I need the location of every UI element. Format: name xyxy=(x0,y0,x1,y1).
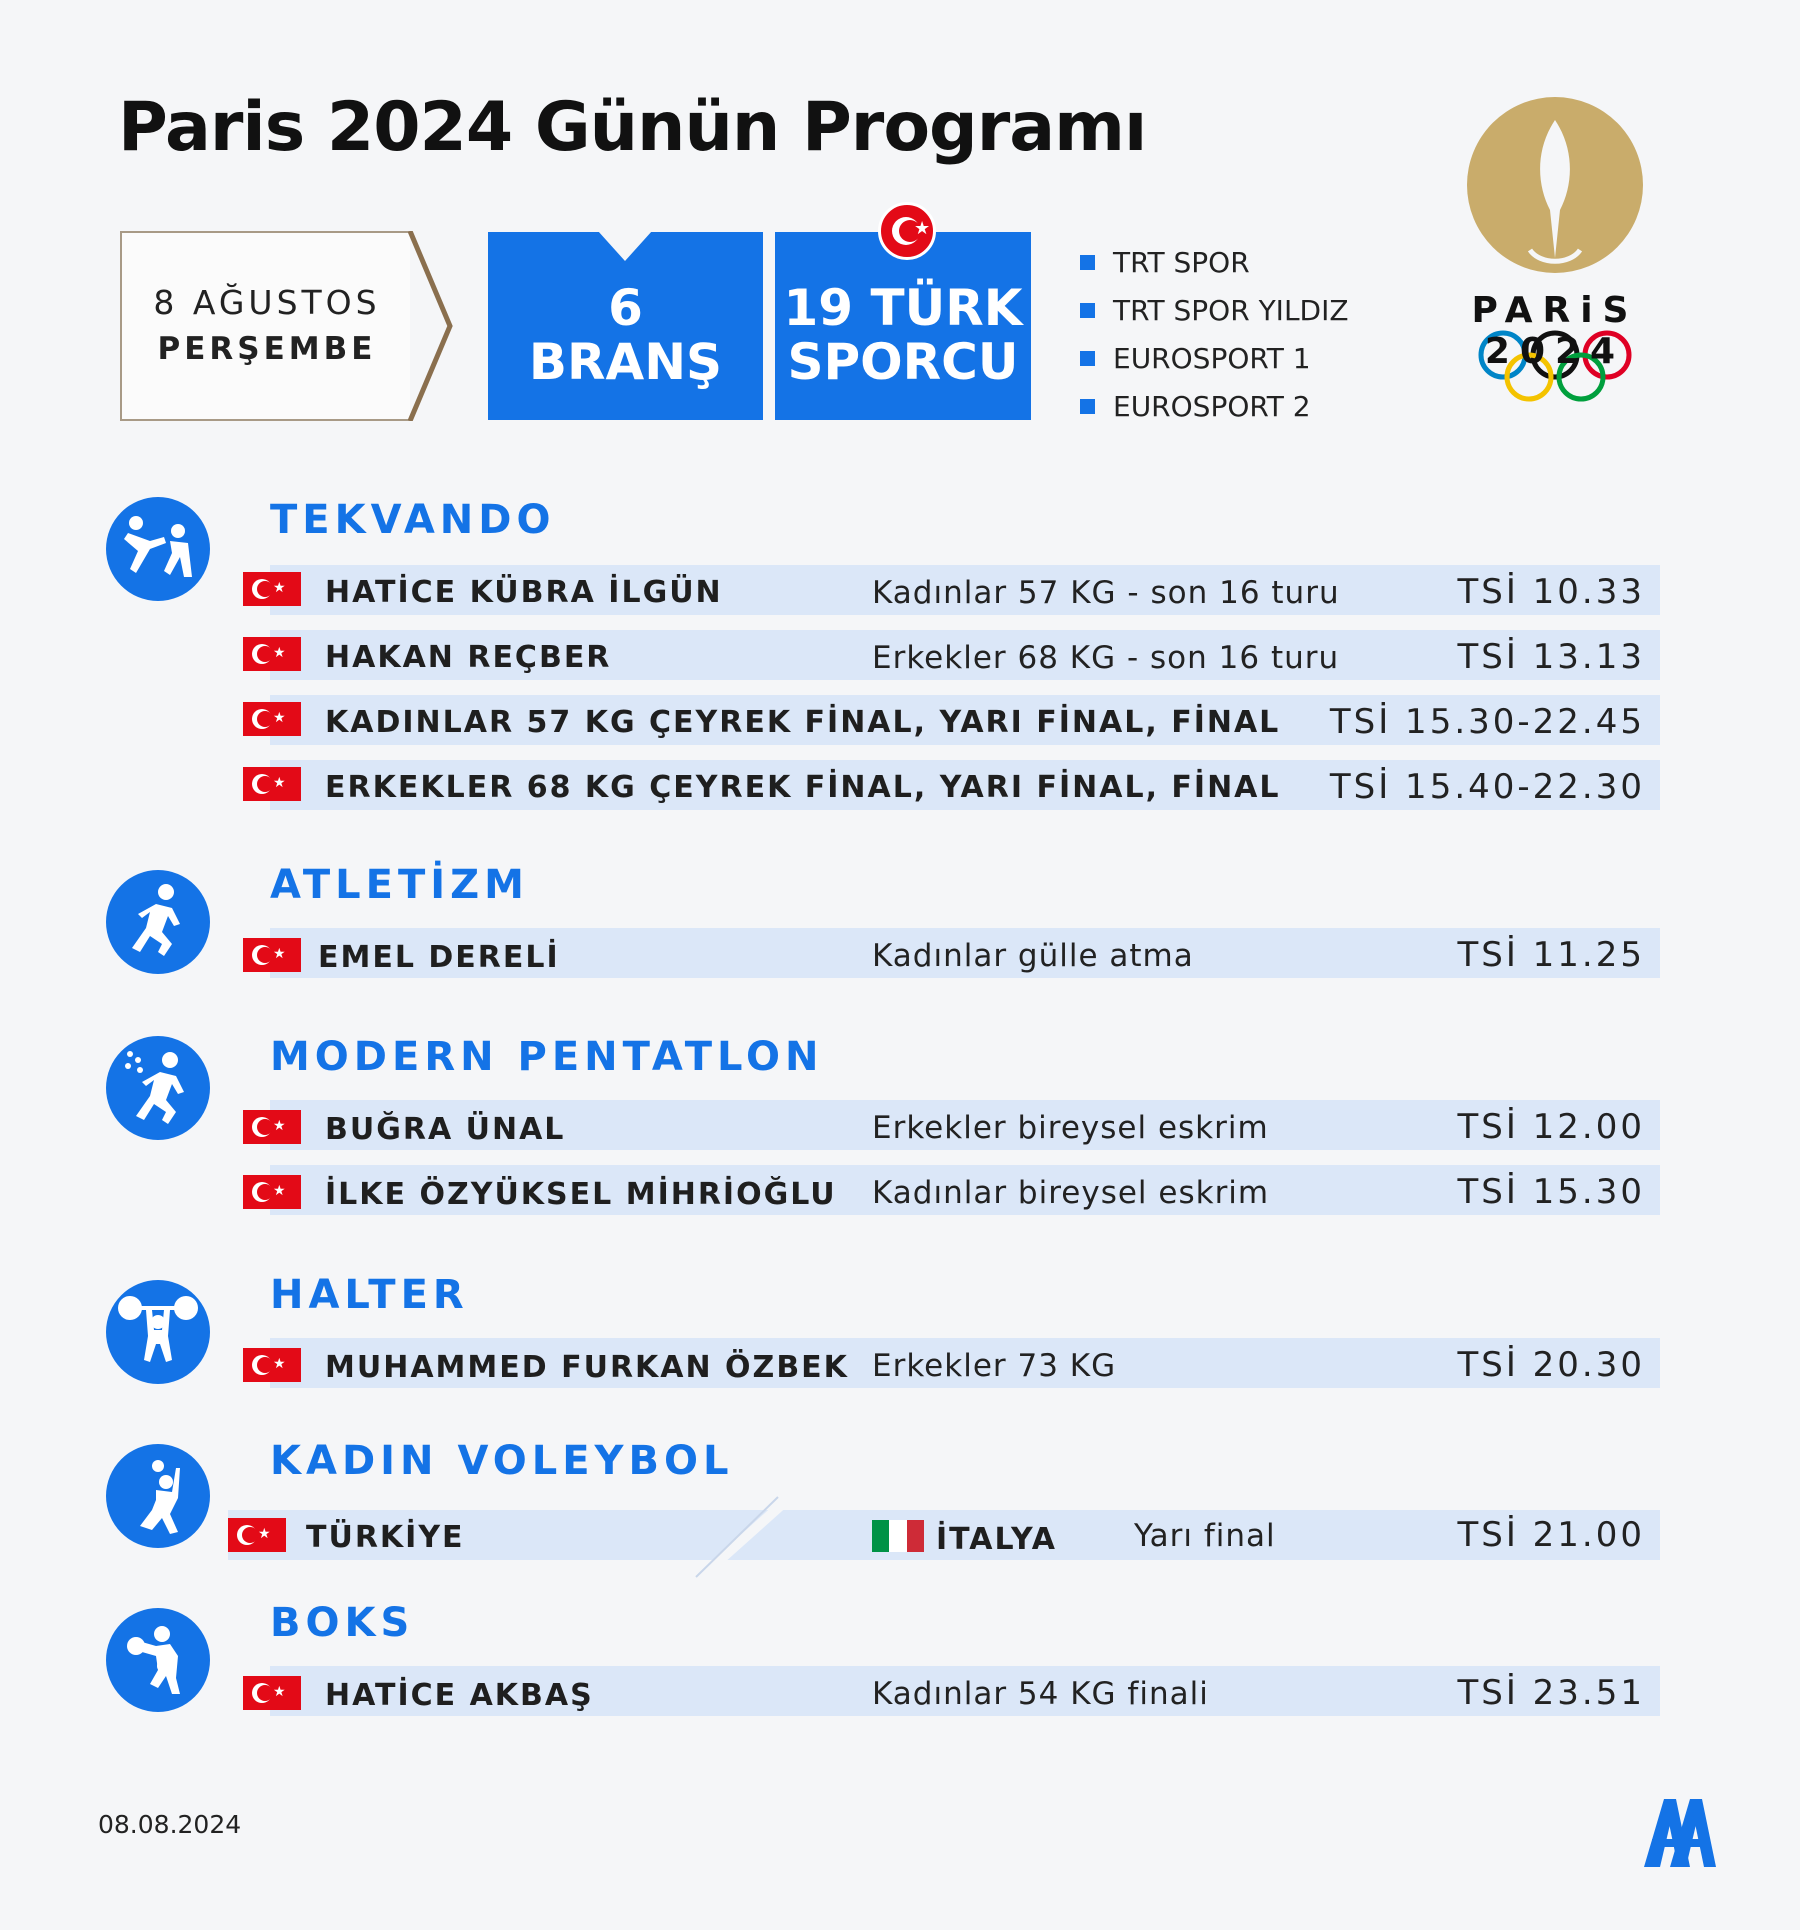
turkey-flag-icon: ★ xyxy=(228,1518,286,1552)
event-name: Yarı final xyxy=(1134,1518,1276,1554)
section-title-boxing: BOKS xyxy=(270,1600,415,1646)
team-name: İTALYA xyxy=(936,1522,1058,1557)
event-time: TSİ 13.13 xyxy=(1457,637,1645,677)
square-bullet-icon xyxy=(1080,399,1095,414)
versus-divider-icon xyxy=(690,1495,800,1580)
date-day: 8 AĞUSTOS xyxy=(153,283,381,322)
event-name: Kadınlar bireysel eskrim xyxy=(872,1175,1270,1211)
date-weekday: PERŞEMBE xyxy=(157,331,377,367)
taekwondo-icon xyxy=(106,497,210,601)
event-name: Erkekler bireysel eskrim xyxy=(872,1110,1269,1146)
turkey-flag-icon: ★ xyxy=(878,202,936,260)
event-name: Kadınlar 54 KG finali xyxy=(872,1676,1209,1712)
anadolu-agency-logo-icon xyxy=(1640,1795,1718,1870)
section-title-athletics: ATLETİZM xyxy=(270,862,529,908)
event-time: TSİ 20.30 xyxy=(1457,1345,1645,1385)
turkey-flag-icon: ★ xyxy=(243,1348,301,1382)
athlete-count: 19 TÜRK xyxy=(783,279,1023,337)
section-title-taekwondo: TEKVANDO xyxy=(270,497,556,543)
branch-label: BRANŞ xyxy=(528,333,723,391)
square-bullet-icon xyxy=(1080,303,1095,318)
branch-count: 6 xyxy=(608,279,643,337)
event-name: KADINLAR 57 KG ÇEYREK FİNAL, YARI FİNAL, FİNAL xyxy=(325,705,1281,740)
event-time: TSİ 12.00 xyxy=(1457,1107,1645,1147)
athlete-name: HATİCE AKBAŞ xyxy=(325,1678,594,1713)
section-title-modern-pentathlon: MODERN PENTATLON xyxy=(270,1034,824,1080)
athlete-label: SPORCU xyxy=(787,333,1019,391)
athlete-name: EMEL DERELİ xyxy=(318,940,560,975)
turkey-flag-icon: ★ xyxy=(243,572,301,606)
square-bullet-icon xyxy=(1080,351,1095,366)
section-title-volleyball: KADIN VOLEYBOL xyxy=(270,1438,734,1484)
athlete-name: BUĞRA ÜNAL xyxy=(325,1112,566,1147)
athlete-name: MUHAMMED FURKAN ÖZBEK xyxy=(325,1350,849,1385)
team-name: TÜRKİYE xyxy=(306,1520,465,1555)
chevron-right-icon xyxy=(408,231,458,421)
italy-flag-icon xyxy=(872,1520,924,1552)
event-time: TSİ 21.00 xyxy=(1457,1515,1645,1555)
event-name: ERKEKLER 68 KG ÇEYREK FİNAL, YARI FİNAL, FİNAL xyxy=(325,770,1281,805)
event-name: Kadınlar gülle atma xyxy=(872,938,1194,974)
athletics-icon xyxy=(106,870,210,974)
event-time: TSİ 15.30-22.45 xyxy=(1329,702,1645,742)
turkey-flag-icon: ★ xyxy=(243,1676,301,1710)
modern-pentathlon-icon xyxy=(106,1036,210,1140)
boxing-icon xyxy=(106,1608,210,1712)
event-name: Erkekler 68 KG - son 16 turu xyxy=(872,640,1340,676)
square-bullet-icon xyxy=(1080,255,1095,270)
turkey-flag-icon: ★ xyxy=(243,637,301,671)
paris-2024-logo-text: PARiS 2024 xyxy=(1471,290,1639,372)
event-time: TSİ 15.40-22.30 xyxy=(1329,767,1645,807)
channel-item: TRT SPOR YILDIZ xyxy=(1080,286,1349,334)
weightlifting-icon xyxy=(106,1280,210,1384)
turkey-flag-icon: ★ xyxy=(243,1175,301,1209)
turkey-flag-icon: ★ xyxy=(243,767,301,801)
turkey-flag-icon: ★ xyxy=(243,702,301,736)
channel-item: TRT SPOR xyxy=(1080,238,1349,286)
athlete-name: İLKE ÖZYÜKSEL MİHRİOĞLU xyxy=(325,1177,837,1212)
footer-date: 08.08.2024 xyxy=(98,1810,242,1839)
turkey-flag-icon: ★ xyxy=(243,938,301,972)
turkey-flag-icon: ★ xyxy=(243,1110,301,1144)
event-time: TSİ 15.30 xyxy=(1457,1172,1645,1212)
event-name: Kadınlar 57 KG - son 16 turu xyxy=(872,575,1340,611)
event-time: TSİ 23.51 xyxy=(1457,1673,1645,1713)
athlete-name: HAKAN REÇBER xyxy=(325,640,612,675)
channel-item: EUROSPORT 1 xyxy=(1080,334,1349,382)
branch-count-box xyxy=(488,232,763,420)
date-box xyxy=(120,231,410,421)
athlete-name: HATİCE KÜBRA İLGÜN xyxy=(325,575,723,610)
broadcast-channels xyxy=(1080,238,1349,430)
channel-item: EUROSPORT 2 xyxy=(1080,382,1349,430)
event-time: TSİ 11.25 xyxy=(1457,935,1645,975)
page-title: Paris 2024 Günün Programı xyxy=(118,88,1147,167)
athlete-count-box xyxy=(775,218,1031,420)
event-time: TSİ 10.33 xyxy=(1457,572,1645,612)
section-title-weightlifting: HALTER xyxy=(270,1272,469,1318)
volleyball-icon xyxy=(106,1444,210,1548)
event-name: Erkekler 73 KG xyxy=(872,1348,1117,1384)
